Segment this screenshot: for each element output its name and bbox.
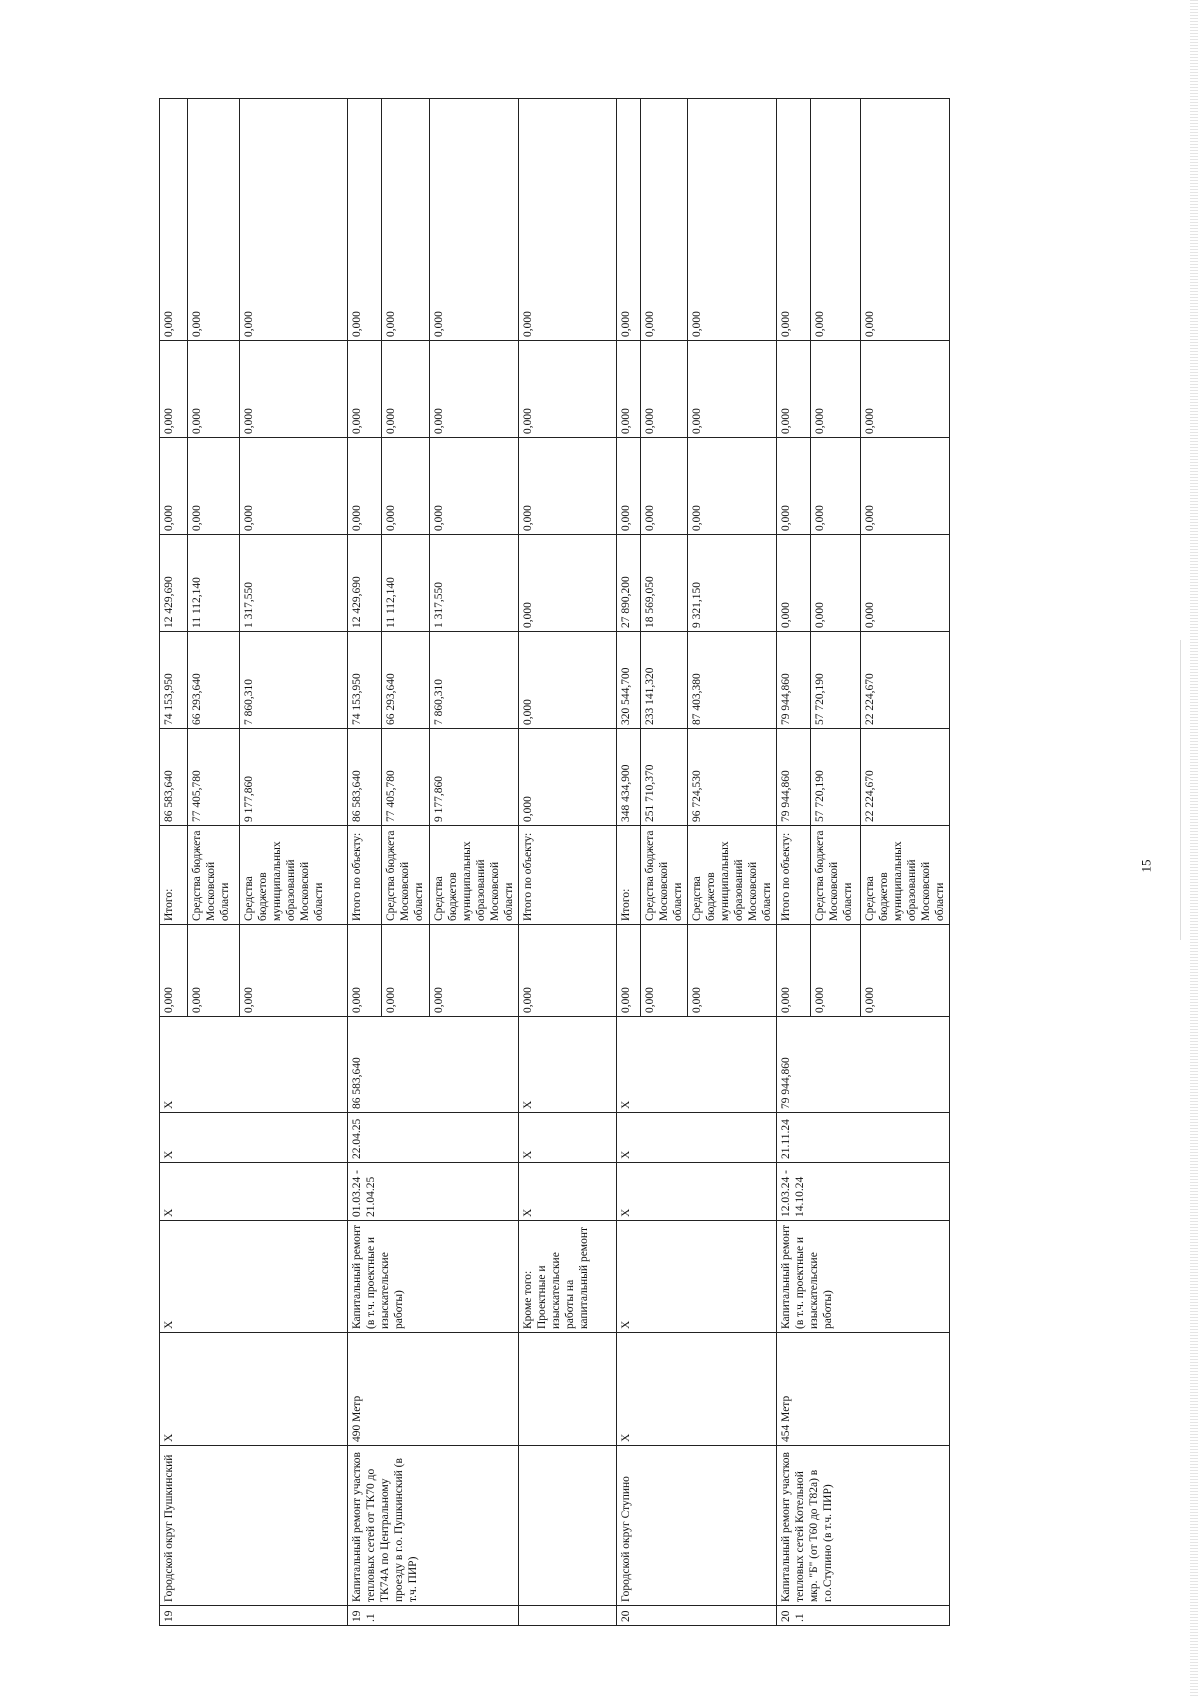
value-cell-2024: 57 720,190 [811,632,861,729]
works-type-cell: X [160,1221,348,1333]
value-cell-2026: 0,000 [777,438,811,535]
value-cell-2028: 0,000 [382,99,430,341]
scan-edge [1190,0,1198,1697]
table-frame [159,99,946,1626]
value-cell-2026: 0,000 [430,438,519,535]
value-cell-total: 0,000 [519,729,617,826]
value-cell-total: 86 583,640 [160,729,188,826]
cost-cell: X [519,1017,617,1113]
table-row [160,99,188,1626]
value-cell-total: 57 720,190 [811,729,861,826]
funding-source-cell: Средства бюджета Московской области [382,826,430,925]
value-cell-c0: 0,000 [641,925,688,1017]
funding-source-cell: Средства бюджетов муниципальных образований Московской области [430,826,519,925]
value-cell-2025: 0,000 [777,535,811,632]
funding-source-cell: Средства бюджета Московской области [641,826,688,925]
value-cell-total: 348 434,900 [617,729,641,826]
funding-source-cell: Итого: [617,826,641,925]
value-cell-c0: 0,000 [861,925,950,1017]
value-cell-2025: 0,000 [861,535,950,632]
value-cell-2027: 0,000 [641,341,688,438]
value-cell-2025: 27 890,200 [617,535,641,632]
table-body [160,99,950,1626]
value-cell-2026: 0,000 [188,438,240,535]
works-type-cell: Капитальный ремонт (в т.ч. проектные и изыскательские работы) [348,1221,519,1333]
value-cell-2025: 12 429,690 [160,535,188,632]
value-cell-c0: 0,000 [617,925,641,1017]
value-cell-2026: 0,000 [641,438,688,535]
row-number-cell [519,1606,617,1626]
period-cell: X [617,1163,777,1221]
object-name-cell: Капитальный ремонт участков тепловых сетей от ТК70 до ТК74А по Центральному проезду в г.о. Пушкинский (в т.ч. ПИР) [348,1446,519,1606]
row-number-cell: 20.1 [777,1606,950,1626]
value-cell-2026: 0,000 [617,438,641,535]
cost-cell: 86 583,640 [348,1017,519,1113]
value-cell-2027: 0,000 [348,341,382,438]
value-cell-2026: 0,000 [811,438,861,535]
period-cell: 01.03.24 - 21.04.25 [348,1163,519,1221]
value-cell-total: 77 405,780 [188,729,240,826]
row-number-cell: 20 [617,1606,777,1626]
value-cell-2026: 0,000 [688,438,777,535]
works-type-cell: Кроме того: Проектные и изыскательские работы на капитальный ремонт [519,1221,617,1333]
value-cell-2027: 0,000 [430,341,519,438]
value-cell-2025: 11 112,140 [382,535,430,632]
value-cell-c0: 0,000 [348,925,382,1017]
completion-date-cell: X [160,1113,348,1163]
scan-mark [1180,640,1181,940]
value-cell-2028: 0,000 [240,99,348,341]
value-cell-2027: 0,000 [519,341,617,438]
value-cell-2028: 0,000 [348,99,382,341]
value-cell-c0: 0,000 [811,925,861,1017]
funding-source-cell: Итого по объекту: [348,826,382,925]
value-cell-2024: 7 860,310 [240,632,348,729]
value-cell-2027: 0,000 [382,341,430,438]
table-row [617,99,641,1626]
value-cell-2027: 0,000 [188,341,240,438]
completion-date-cell: X [519,1113,617,1163]
funding-source-cell: Итого: [160,826,188,925]
value-cell-2027: 0,000 [240,341,348,438]
value-cell-2024: 74 153,950 [348,632,382,729]
value-cell-2025: 11 112,140 [188,535,240,632]
value-cell-2024: 7 860,310 [430,632,519,729]
value-cell-2026: 0,000 [382,438,430,535]
value-cell-2025: 1 317,550 [240,535,348,632]
rotated-table-container [159,99,946,1626]
value-cell-total: 9 177,860 [430,729,519,826]
value-cell-total: 22 224,670 [861,729,950,826]
capacity-cell [519,1333,617,1446]
value-cell-2028: 0,000 [160,99,188,341]
value-cell-2027: 0,000 [617,341,641,438]
value-cell-2025: 18 569,050 [641,535,688,632]
row-number-cell: 19.1 [348,1606,519,1626]
object-name-cell: Городской округ Ступино [617,1446,777,1606]
completion-date-cell: X [617,1113,777,1163]
funding-source-cell: Средства бюджетов муниципальных образований Московской области [688,826,777,925]
value-cell-2026: 0,000 [348,438,382,535]
value-cell-2025: 0,000 [519,535,617,632]
value-cell-2028: 0,000 [519,99,617,341]
value-cell-2025: 0,000 [811,535,861,632]
object-name-cell: Городской округ Пушкинский [160,1446,348,1606]
value-cell-2028: 0,000 [617,99,641,341]
funding-source-cell: Средства бюджета Московской области [188,826,240,925]
value-cell-c0: 0,000 [240,925,348,1017]
funding-source-cell: Итого по объекту: [777,826,811,925]
page-number: 15 [1138,859,1154,873]
period-cell: 12.03.24 - 14.10.24 [777,1163,950,1221]
financing-table [159,98,950,1626]
object-name-cell [519,1446,617,1606]
value-cell-2024: 320 544,700 [617,632,641,729]
value-cell-2028: 0,000 [861,99,950,341]
value-cell-c0: 0,000 [160,925,188,1017]
value-cell-total: 77 405,780 [382,729,430,826]
value-cell-2024: 79 944,860 [777,632,811,729]
capacity-cell: X [160,1333,348,1446]
table-row [348,99,382,1626]
funding-source-cell: Средства бюджета Московской области [811,826,861,925]
value-cell-c0: 0,000 [188,925,240,1017]
value-cell-total: 9 177,860 [240,729,348,826]
value-cell-2025: 12 429,690 [348,535,382,632]
cost-cell: X [160,1017,348,1113]
value-cell-2027: 0,000 [688,341,777,438]
table-row [519,99,617,1626]
value-cell-2026: 0,000 [519,438,617,535]
value-cell-2028: 0,000 [641,99,688,341]
value-cell-2024: 74 153,950 [160,632,188,729]
funding-source-cell: Итого по объекту: [519,826,617,925]
value-cell-total: 251 710,370 [641,729,688,826]
value-cell-2024: 87 403,380 [688,632,777,729]
value-cell-c0: 0,000 [430,925,519,1017]
completion-date-cell: 22.04.25 [348,1113,519,1163]
value-cell-2024: 66 293,640 [382,632,430,729]
works-type-cell: Капитальный ремонт (в т.ч. проектные и изыскательские работы) [777,1221,950,1333]
value-cell-2027: 0,000 [160,341,188,438]
value-cell-2028: 0,000 [777,99,811,341]
value-cell-2027: 0,000 [777,341,811,438]
value-cell-2026: 0,000 [240,438,348,535]
value-cell-c0: 0,000 [688,925,777,1017]
completion-date-cell: 21.11.24 [777,1113,950,1163]
value-cell-2025: 1 317,550 [430,535,519,632]
value-cell-2026: 0,000 [861,438,950,535]
period-cell: X [519,1163,617,1221]
value-cell-c0: 0,000 [777,925,811,1017]
object-name-cell: Капитальный ремонт участков тепловых сетей Котельной мкр. "Б" (от Т60 до Т82а) в г.о.Ступино (в т.ч. ПИР) [777,1446,950,1606]
funding-source-cell: Средства бюджетов муниципальных образований Московской области [240,826,348,925]
capacity-cell: X [617,1333,777,1446]
value-cell-c0: 0,000 [382,925,430,1017]
period-cell: X [160,1163,348,1221]
value-cell-2027: 0,000 [811,341,861,438]
capacity-cell: 490 Метр [348,1333,519,1446]
value-cell-2024: 22 224,670 [861,632,950,729]
value-cell-total: 79 944,860 [777,729,811,826]
value-cell-total: 86 583,640 [348,729,382,826]
value-cell-2027: 0,000 [861,341,950,438]
value-cell-2028: 0,000 [188,99,240,341]
row-number-cell: 19 [160,1606,348,1626]
value-cell-2028: 0,000 [811,99,861,341]
value-cell-2024: 0,000 [519,632,617,729]
cost-cell: 79 944,860 [777,1017,950,1113]
value-cell-c0: 0,000 [519,925,617,1017]
value-cell-2026: 0,000 [160,438,188,535]
table-row [777,99,811,1626]
cost-cell: X [617,1017,777,1113]
value-cell-2025: 9 321,150 [688,535,777,632]
value-cell-2028: 0,000 [688,99,777,341]
capacity-cell: 454 Метр [777,1333,950,1446]
value-cell-2028: 0,000 [430,99,519,341]
value-cell-2024: 66 293,640 [188,632,240,729]
funding-source-cell: Средства бюджетов муниципальных образований Московской области [861,826,950,925]
value-cell-2024: 233 141,320 [641,632,688,729]
value-cell-total: 96 724,530 [688,729,777,826]
works-type-cell: X [617,1221,777,1333]
